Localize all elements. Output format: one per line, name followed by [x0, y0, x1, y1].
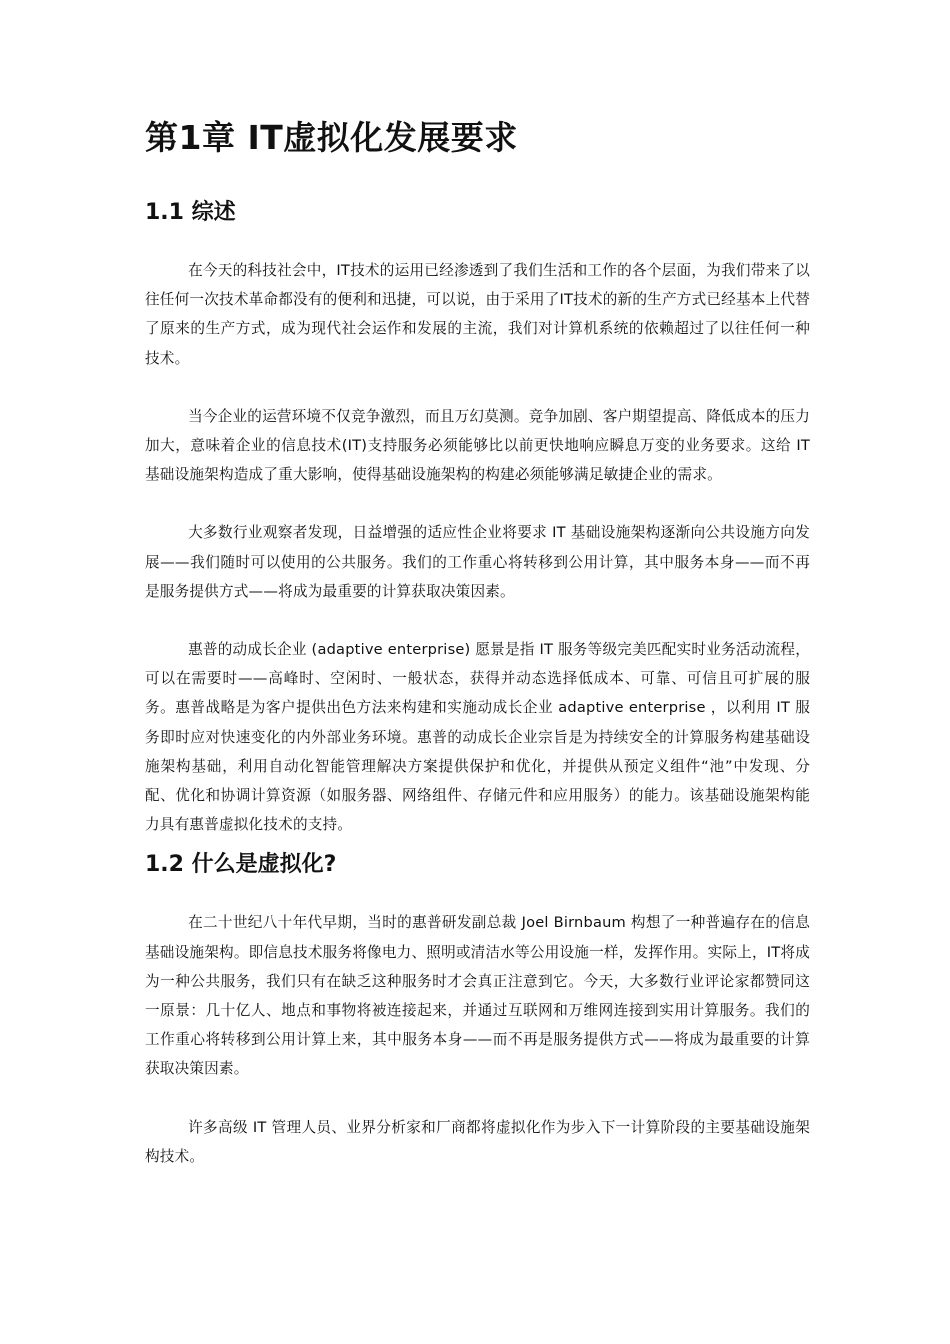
paragraph: 当今企业的运营环境不仅竞争激烈，而且万幻莫测。竞争加剧、客户期望提高、降低成本的压力加大，意味着企业的信息技术(IT)支持服务必须能够比以前更快地响应瞬息万变的业务要求。这给 IT 基础设施架构造成了重大影响，使得基础设施架构的构建必须能够满足敏捷企业的需求。 — [145, 407, 810, 484]
paragraph: 在二十世纪八十年代早期，当时的惠普研发副总裁 Joel Birnbaum 构想了一种普遍存在的信息基础设施架构。即信息技术服务将像电力、照明或清洁水等公用设施一样，发挥作用。实际上，IT将成为一种公共服务，我们只有在缺乏这种服务时才会真正注意到它。今天，大多数行业评论家都赞同这一原景：几十亿人、地点和事物将被连接起来，并通过互联网和万维网连接到实用计算服务。我们的工作重心将转移到公用计算上来，其中服务本身——而不再是服务提供方式——将成为最重要的计算获取决策因素。 — [145, 914, 810, 1078]
paragraph: 许多高级 IT 管理人员、业界分析家和厂商都将虚拟化作为步入下一计算阶段的主要基础设施架构技术。 — [145, 1118, 810, 1165]
section-heading-overview: 1.1 综述 — [145, 200, 236, 225]
paragraph: 大多数行业观察者发现，日益增强的适应性企业将要求 IT 基础设施架构逐渐向公共设施方向发展——我们随时可以使用的公共服务。我们的工作重心将转移到公用计算，其中服务本身——而不再是服务提供方式——将成为最重要的计算获取决策因素。 — [145, 524, 810, 600]
chapter-title: 第1章 IT虚拟化发展要求 — [145, 118, 518, 157]
paragraph: 惠普的动成长企业 (adaptive enterprise) 愿景是指 IT 服务等级完美匹配实时业务活动流程，可以在需要时——高峰时、空闲时、一般状态，获得并动态选择低成本、可靠、可信且可扩展的服务。惠普战略是为客户提供出色方法来构建和实施动成长企业 adaptive enterprise ，以利用 IT 服务即时应对快速变化的内外部业务环境。惠普的动成长企业宗旨是为持续安全的计算服务构建基础设施架构基础，利用自动化智能管理解决方案提供保护和优化，并提供从预定义组件“池”中发现、分配、优化和协调计算资源（如服务器、网络组件、存储元件和应用服务）的能力。该基础设施架构能力具有惠普虚拟化技术的支持。 — [145, 641, 810, 834]
document-page — [145, 108, 810, 1171]
paragraph: 在今天的科技社会中，IT技术的运用已经渗透到了我们生活和工作的各个层面，为我们带来了以往任何一次技术革命都没有的便利和迅捷，可以说，由于采用了IT技术的新的生产方式已经基本上代替了原来的生产方式，成为现代社会运作和发展的主流，我们对计算机系统的依赖超过了以往任何一种技术。 — [145, 262, 810, 367]
section-heading-virtualization: 1.2 什么是虚拟化? — [145, 852, 337, 878]
